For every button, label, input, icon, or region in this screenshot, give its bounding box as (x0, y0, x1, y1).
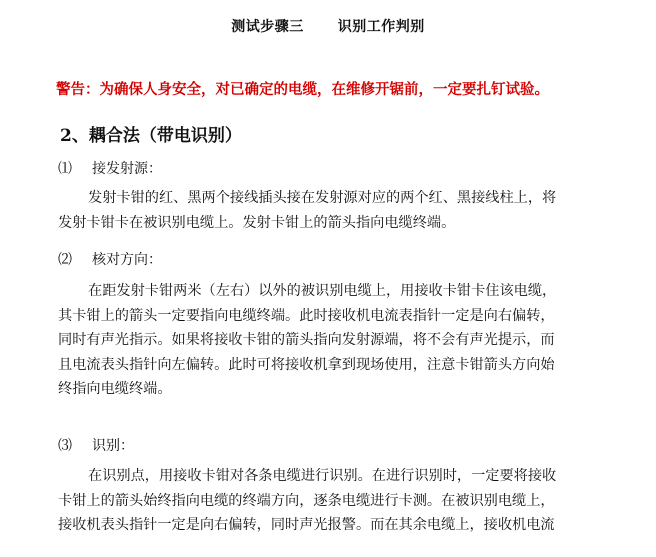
section-heading: 2、耦合法（带电识别） (60, 126, 242, 146)
paragraph-line: 在识别点，用接收卡钳对各条电缆进行识别。在进行识别时，一定要将接收 (88, 468, 557, 484)
paragraph-line: 终指向电缆终端。 (58, 381, 172, 397)
title-step: 测试步骤三 (231, 19, 304, 35)
step-3-label: 识别： (92, 438, 134, 454)
paragraph-line: 在距发射卡钳两米（左右）以外的被识别电缆上，用接收卡钳卡住该电缆， (88, 283, 557, 299)
title-subject: 识别工作判别 (337, 19, 425, 35)
step-2-number: ⑵ (58, 252, 72, 268)
paragraph-line: 且电流表头指针向左偏转。此时可将接收机拿到现场使用，注意卡钳箭头方向始 (58, 356, 555, 373)
step-1-number: ⑴ (58, 161, 72, 177)
step-1-label: 接发射源： (92, 161, 162, 177)
step-1-paragraph (58, 186, 614, 235)
paragraph-line: 发射卡钳卡在被识别电缆上。发射卡钳上的箭头指向电缆终端。 (58, 214, 456, 231)
step-2-paragraph (58, 279, 614, 402)
safety-warning: 警告：为确保人身安全，对已确定的电缆，在维修开锯前，一定要扎钉试验。 (56, 81, 549, 98)
step-3-label-row (58, 435, 134, 455)
paragraph-line: 接收机表头指针一定是向右偏转，同时声光报警。而在其余电缆上，接收机电流 (58, 517, 555, 533)
step-2-label-row (58, 249, 162, 269)
paragraph-line: 发射卡钳的红、黑两个接线插头接在发射源对应的两个红、黑接线柱上，将 (88, 190, 557, 206)
paragraph-line: 同时有声光指示。如果将接收卡钳的箭头指向发射源端，将不会有声光提示，而 (58, 332, 555, 348)
paragraph-line: 其卡钳上的箭头一定要指向电缆终端。此时接收机电流表指针一定是向右偏转， (58, 307, 555, 324)
paragraph-line: 卡钳上的箭头始终指向电缆的终端方向，逐条电缆进行卡测。在被识别电缆上， (58, 492, 555, 509)
step-2-label: 核对方向： (92, 252, 162, 268)
step-1-label-row (58, 158, 162, 178)
document-title (0, 16, 656, 36)
step-3-paragraph (58, 464, 614, 538)
step-3-number: ⑶ (58, 438, 72, 454)
